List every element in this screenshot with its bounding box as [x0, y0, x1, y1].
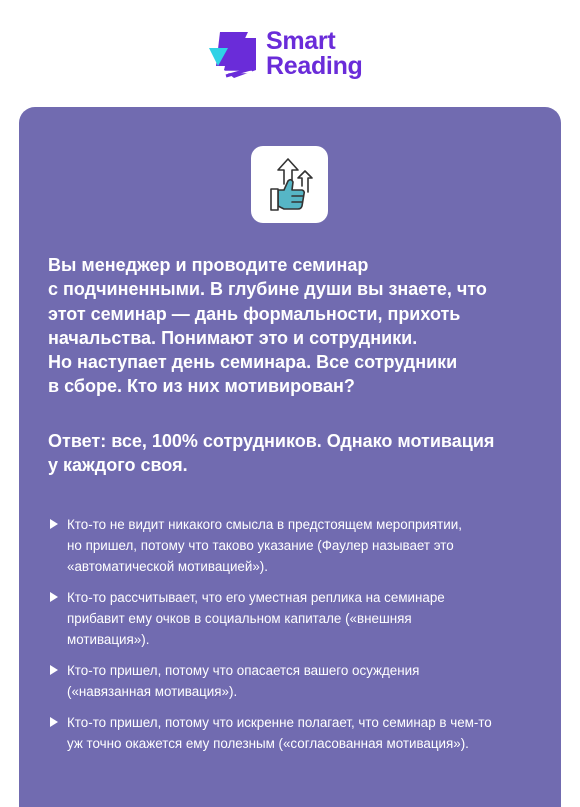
brand-name	[266, 29, 363, 79]
list-item	[50, 712, 540, 754]
brand-name-line2: Reading	[266, 52, 363, 80]
list-item-line: Кто-то не видит никакого смысла в предстоящем мероприятии,	[67, 517, 462, 532]
answer-line: Ответ: все, 100% сотрудников. Однако мотивация	[48, 431, 495, 451]
list-item-line: Кто-то рассчитывает, что его уместная реплика на семинаре	[67, 590, 445, 605]
intro-line: Но наступает день семинара. Все сотрудники	[48, 352, 458, 373]
answer-text	[48, 429, 538, 478]
content-card	[19, 107, 561, 807]
intro-line: с подчиненными. В глубине души вы знаете, что	[48, 279, 487, 300]
answer-line: у каждого своя.	[48, 455, 188, 476]
triangle-bullet-icon	[50, 665, 58, 675]
list-item	[50, 660, 540, 702]
list-item	[50, 514, 540, 577]
brand-name-line1: Smart	[266, 27, 336, 55]
icon-tile	[251, 146, 328, 223]
list-item-line: мотивация»).	[67, 632, 150, 647]
thumbs-up-growth-icon	[262, 156, 318, 214]
motivation-list	[50, 514, 540, 764]
book-logo-icon	[206, 26, 260, 82]
list-item-line: («навязанная мотивация»).	[67, 684, 238, 699]
triangle-bullet-icon	[50, 519, 58, 529]
list-item	[50, 587, 540, 650]
intro-line: Вы менеджер и проводите семинар	[48, 255, 369, 275]
triangle-bullet-icon	[50, 592, 58, 602]
smart-reading-logo[interactable]	[206, 24, 378, 84]
intro-line: этот семинар — дань формальности, прихоть	[48, 303, 461, 324]
intro-text	[48, 253, 538, 399]
triangle-bullet-icon	[50, 717, 58, 727]
list-item-line: «автоматической мотивацией»).	[67, 559, 268, 574]
list-item-line: уж точно окажется ему полезным («согласованная мотивация»).	[67, 736, 469, 751]
list-item-line: Кто-то пришел, потому что искренне полагает, что семинар в чем-то	[67, 715, 492, 730]
list-item-line: но пришел, потому что таково указание (Фаулер называет это	[67, 538, 454, 553]
list-item-line: Кто-то пришел, потому что опасается вашего осуждения	[67, 663, 420, 678]
list-item-line: прибавит ему очков в социальном капитале («внешняя	[67, 611, 412, 626]
intro-line: в сборе. Кто из них мотивирован?	[48, 376, 355, 397]
email-header	[0, 0, 580, 107]
intro-line: начальства. Понимают это и сотрудники.	[48, 327, 418, 348]
